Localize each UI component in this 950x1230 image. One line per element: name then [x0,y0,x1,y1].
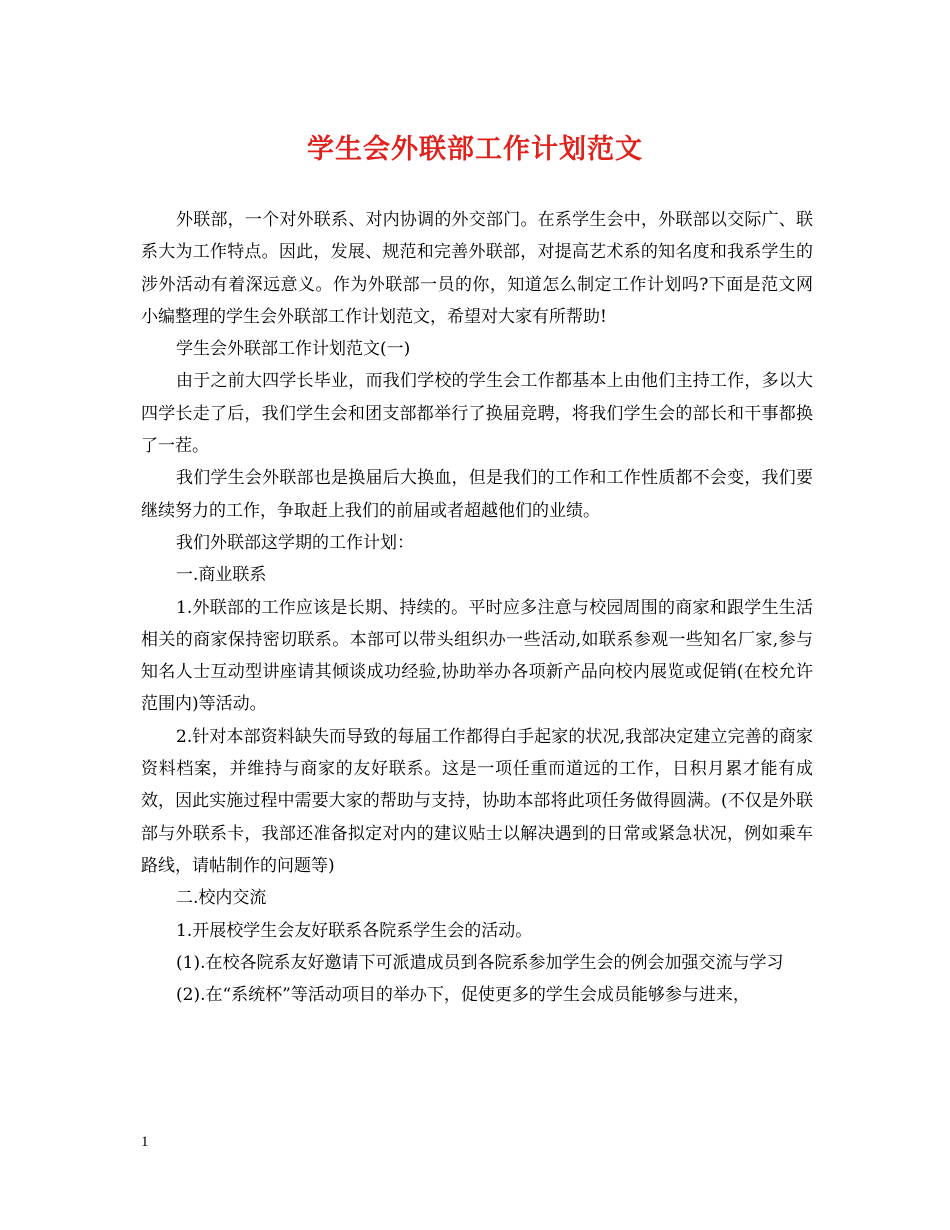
paragraph-campus-1-1: (1).在校各院系友好邀请下可派遣成员到各院系参加学生会的例会加强交流与学习 [176,952,784,973]
paragraph-intro: 外联部，一个对外联系、对内协调的外交部门。在系学生会中，外联部以交际广、联系大为工作特点。因此，发展、规范和完善外联部，对提高艺术系的知名度和我系学生的涉外活动有着深远意义。作为外联部一员的你，知道怎么制定工作计划吗?下面是范文网小编整理的学生会外联部工作计划范文，希望对大家有所帮助! [141,210,813,327]
section-heading-business: 一.商业联系 [176,565,267,586]
paragraph-plan-intro: 我们外联部这学期的工作计划： [176,532,414,553]
paragraph-campus-1-2: (2).在“系统杯”等活动项目的举办下，促使更多的学生会成员能够参与进来， [176,985,750,1006]
paragraph-subtitle: 学生会外联部工作计划范文(一) [176,339,411,360]
paragraph-business-1: 1.外联部的工作应该是长期、持续的。平时应多注意与校园周围的商家和跟学生生活相关的商家保持密切联系。本部可以带头组织办一些活动,如联系参观一些知名厂家,参与知名人士互动型讲座请其倾谈成功经验,协助举办各项新产品向校内展览或促销(在校允许范围内)等活动。 [141,597,813,715]
document-body [141,204,813,1011]
section-heading-campus: 二.校内交流 [176,888,267,909]
document-title: 学生会外联部工作计划范文 [307,134,643,165]
paragraph-business-2: 2.针对本部资料缺失而导致的每届工作都得白手起家的状况,我部决定建立完善的商家资料档案，并维持与商家的友好联系。这是一项任重而道远的工作，日积月累才能有成效，因此实施过程中需要大家的帮助与支持，协助本部将此项任务做得圆满。(不仅是外联部与外联系卡，我部还准备拟定对内的建议贴士以解决遇到的日常或紧急状况，例如乘车路线，请帖制作的问题等) [141,726,813,876]
paragraph-renewal: 我们学生会外联部也是换届后大换血，但是我们的工作和工作性质都不会变，我们要继续努力的工作，争取赶上我们的前届或者超越他们的业绩。 [141,468,813,521]
page-number: 1 [141,1134,149,1150]
paragraph-campus-1: 1.开展校学生会友好联系各院系学生会的活动。 [176,920,533,941]
paragraph-background: 由于之前大四学长毕业，而我们学校的学生会工作都基本上由他们主持工作，多以大四学长走了后，我们学生会和团支部都举行了换届竞聘，将我们学生会的部长和干事都换了一茬。 [141,371,813,457]
